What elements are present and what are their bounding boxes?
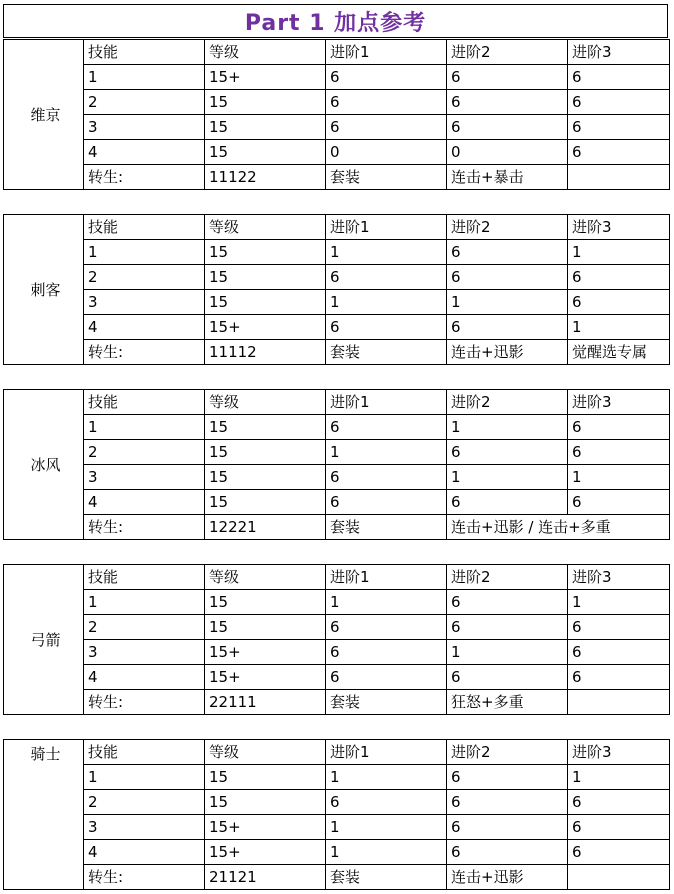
table-row	[4, 490, 670, 515]
table-cell: 6	[447, 315, 568, 340]
combo-cell: 连击+迅影	[447, 865, 568, 890]
table-cell: 6	[568, 115, 670, 140]
table-row	[4, 815, 670, 840]
table-cell: 6	[447, 590, 568, 615]
combo-cell: 狂怒+多重	[447, 690, 568, 715]
rebirth-value: 12221	[205, 515, 326, 540]
table-cell: 1	[84, 765, 205, 790]
table-cell: 0	[326, 140, 447, 165]
table-cell: 15	[205, 265, 326, 290]
table-cell: 1	[447, 465, 568, 490]
set-cell: 套装	[326, 690, 447, 715]
rebirth-label: 转生:	[84, 165, 205, 190]
page-title: Part 1 加点参考	[244, 10, 427, 36]
column-header: 技能	[84, 390, 205, 415]
table-cell: 6	[568, 265, 670, 290]
table-row	[4, 315, 670, 340]
table-cell: 4	[84, 315, 205, 340]
combo-cell: 连击+迅影 / 连击+多重	[447, 515, 670, 540]
table-cell: 15	[205, 490, 326, 515]
rebirth-value: 22111	[205, 690, 326, 715]
rebirth-value: 11122	[205, 165, 326, 190]
table-cell: 6	[447, 65, 568, 90]
table-cell: 1	[326, 840, 447, 865]
table-cell: 6	[568, 790, 670, 815]
table-cell: 6	[568, 415, 670, 440]
table-cell: 3	[84, 290, 205, 315]
column-header: 等级	[205, 740, 326, 765]
table-cell: 15	[205, 140, 326, 165]
table-cell: 1	[447, 290, 568, 315]
table-row	[4, 90, 670, 115]
table-cell: 2	[84, 265, 205, 290]
table-cell: 15	[205, 115, 326, 140]
table-cell: 6	[447, 265, 568, 290]
set-cell: 套装	[326, 165, 447, 190]
table-row	[4, 465, 670, 490]
table-cell: 15	[205, 790, 326, 815]
column-header: 等级	[205, 390, 326, 415]
table-cell: 6	[447, 665, 568, 690]
table-cell: 15	[205, 590, 326, 615]
table-cell: 0	[447, 140, 568, 165]
table-cell: 6	[568, 290, 670, 315]
table-cell: 2	[84, 790, 205, 815]
table-row	[4, 440, 670, 465]
class-table	[3, 214, 670, 365]
table-cell: 6	[447, 615, 568, 640]
table-cell: 15	[205, 765, 326, 790]
table-cell: 2	[84, 615, 205, 640]
column-header: 进阶1	[326, 740, 447, 765]
table-header-row	[4, 215, 670, 240]
column-header: 进阶1	[326, 215, 447, 240]
table-cell: 6	[326, 315, 447, 340]
column-header: 进阶1	[326, 40, 447, 65]
table-cell: 15+	[205, 840, 326, 865]
column-header: 进阶3	[568, 565, 670, 590]
table-cell: 6	[326, 490, 447, 515]
table-cell: 1	[326, 765, 447, 790]
table-cell: 6	[326, 65, 447, 90]
table-cell: 15+	[205, 640, 326, 665]
column-header: 进阶3	[568, 215, 670, 240]
column-header: 进阶3	[568, 390, 670, 415]
table-row	[4, 290, 670, 315]
table-cell: 6	[568, 615, 670, 640]
table-cell: 6	[568, 665, 670, 690]
table-cell: 4	[84, 665, 205, 690]
combo-cell: 连击+暴击	[447, 165, 568, 190]
table-cell: 15+	[205, 815, 326, 840]
table-cell: 1	[568, 465, 670, 490]
table-cell: 1	[568, 590, 670, 615]
table-row	[4, 65, 670, 90]
table-cell: 1	[84, 65, 205, 90]
table-cell: 6	[326, 665, 447, 690]
table-cell: 4	[84, 840, 205, 865]
rebirth-row	[4, 165, 670, 190]
table-cell: 6	[568, 815, 670, 840]
table-cell: 3	[84, 465, 205, 490]
table-header-row	[4, 740, 670, 765]
table-cell: 1	[326, 240, 447, 265]
column-header: 进阶2	[447, 215, 568, 240]
column-header: 技能	[84, 740, 205, 765]
extra-cell: 觉醒选专属	[568, 340, 670, 365]
table-row	[4, 590, 670, 615]
table-cell: 6	[447, 240, 568, 265]
table-header-row	[4, 390, 670, 415]
combo-cell: 连击+迅影	[447, 340, 568, 365]
rebirth-label: 转生:	[84, 515, 205, 540]
column-header: 进阶3	[568, 740, 670, 765]
column-header: 进阶3	[568, 40, 670, 65]
table-cell: 1	[568, 315, 670, 340]
table-cell: 6	[447, 490, 568, 515]
rebirth-label: 转生:	[84, 690, 205, 715]
class-name: 弓箭	[4, 565, 84, 715]
table-cell: 6	[447, 840, 568, 865]
rebirth-row	[4, 340, 670, 365]
rebirth-value: 11112	[205, 340, 326, 365]
table-cell: 6	[568, 840, 670, 865]
table-cell: 15+	[205, 65, 326, 90]
column-header: 等级	[205, 40, 326, 65]
table-cell: 3	[84, 815, 205, 840]
column-header: 技能	[84, 565, 205, 590]
class-table	[3, 739, 670, 890]
table-cell: 6	[568, 490, 670, 515]
column-header: 技能	[84, 215, 205, 240]
set-cell: 套装	[326, 865, 447, 890]
table-cell: 2	[84, 90, 205, 115]
table-cell: 1	[326, 290, 447, 315]
table-row	[4, 115, 670, 140]
table-row	[4, 790, 670, 815]
column-header: 进阶2	[447, 740, 568, 765]
class-name: 骑士	[4, 740, 84, 890]
column-header: 进阶2	[447, 390, 568, 415]
table-cell: 6	[326, 115, 447, 140]
table-cell: 1	[447, 640, 568, 665]
rebirth-row	[4, 515, 670, 540]
table-header-row	[4, 40, 670, 65]
table-row	[4, 415, 670, 440]
table-cell: 1	[326, 590, 447, 615]
table-cell: 6	[326, 640, 447, 665]
table-header-row	[4, 565, 670, 590]
table-cell: 6	[447, 115, 568, 140]
table-cell: 6	[326, 615, 447, 640]
class-table	[3, 39, 670, 190]
table-cell: 6	[326, 90, 447, 115]
table-cell: 1	[447, 415, 568, 440]
rebirth-row	[4, 690, 670, 715]
extra-cell	[568, 865, 670, 890]
table-cell: 4	[84, 140, 205, 165]
table-cell: 15	[205, 440, 326, 465]
table-cell: 6	[447, 815, 568, 840]
table-cell: 15	[205, 615, 326, 640]
class-name: 刺客	[4, 215, 84, 365]
table-cell: 6	[326, 465, 447, 490]
rebirth-value: 21121	[205, 865, 326, 890]
table-cell: 15	[205, 415, 326, 440]
table-cell: 6	[568, 65, 670, 90]
table-cell: 1	[326, 440, 447, 465]
table-row	[4, 640, 670, 665]
table-cell: 1	[568, 240, 670, 265]
column-header: 进阶1	[326, 390, 447, 415]
table-cell: 6	[447, 90, 568, 115]
extra-cell	[568, 165, 670, 190]
table-cell: 3	[84, 115, 205, 140]
table-row	[4, 765, 670, 790]
table-cell: 3	[84, 640, 205, 665]
column-header: 进阶2	[447, 565, 568, 590]
class-name: 维京	[4, 40, 84, 190]
table-cell: 1	[326, 815, 447, 840]
page-title-row	[3, 4, 668, 38]
table-cell: 6	[568, 140, 670, 165]
column-header: 技能	[84, 40, 205, 65]
table-row	[4, 840, 670, 865]
table-cell: 6	[568, 440, 670, 465]
extra-cell	[568, 690, 670, 715]
table-cell: 6	[447, 440, 568, 465]
column-header: 进阶2	[447, 40, 568, 65]
rebirth-row	[4, 865, 670, 890]
table-cell: 4	[84, 490, 205, 515]
table-cell: 1	[84, 590, 205, 615]
table-row	[4, 615, 670, 640]
table-row	[4, 665, 670, 690]
table-cell: 6	[447, 765, 568, 790]
table-cell: 6	[326, 415, 447, 440]
table-cell: 6	[326, 790, 447, 815]
table-cell: 6	[326, 265, 447, 290]
table-cell: 15	[205, 465, 326, 490]
table-cell: 1	[568, 765, 670, 790]
set-cell: 套装	[326, 340, 447, 365]
table-cell: 1	[84, 415, 205, 440]
table-cell: 6	[447, 790, 568, 815]
table-cell: 2	[84, 440, 205, 465]
class-table	[3, 564, 670, 715]
table-cell: 15	[205, 290, 326, 315]
column-header: 进阶1	[326, 565, 447, 590]
class-name: 冰风	[4, 390, 84, 540]
table-row	[4, 240, 670, 265]
rebirth-label: 转生:	[84, 340, 205, 365]
table-cell: 1	[84, 240, 205, 265]
column-header: 等级	[205, 215, 326, 240]
table-cell: 6	[568, 90, 670, 115]
table-cell: 15	[205, 240, 326, 265]
rebirth-label: 转生:	[84, 865, 205, 890]
column-header: 等级	[205, 565, 326, 590]
table-cell: 6	[568, 640, 670, 665]
table-cell: 15+	[205, 315, 326, 340]
table-cell: 15	[205, 90, 326, 115]
table-row	[4, 140, 670, 165]
table-row	[4, 265, 670, 290]
class-table	[3, 389, 670, 540]
table-cell: 15+	[205, 665, 326, 690]
set-cell: 套装	[326, 515, 447, 540]
